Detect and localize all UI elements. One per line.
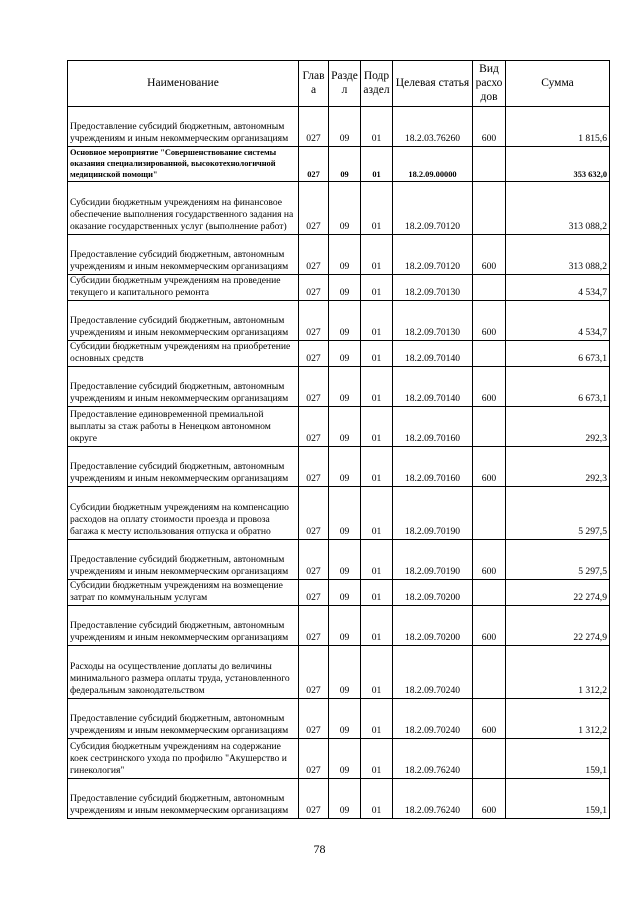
row-name: Расходы на осуществление доплаты до величины минимального размера оплаты труда, установленного федеральным законодательством (68, 646, 299, 699)
row-subsection: 01 (361, 301, 393, 341)
row-name: Основное мероприятие "Совершенствование системы оказания специализированной, высокотехнологичной медицинской помощи" (68, 147, 299, 182)
table-row (68, 301, 610, 341)
table-row (68, 699, 610, 739)
header-chapter: Глав а (299, 61, 329, 107)
row-subsection: 01 (361, 447, 393, 487)
row-name: Предоставление субсидий бюджетным, автономным учреждениям и иным некоммерческим организациям (68, 540, 299, 580)
row-target-article: 18.2.09.70140 (393, 341, 473, 367)
row-section: 09 (329, 341, 361, 367)
row-subsection: 01 (361, 779, 393, 819)
row-name: Предоставление единовременной премиальной выплаты за стаж работы в Ненецком автономном округе (68, 407, 299, 447)
row-section: 09 (329, 739, 361, 779)
row-subsection: 01 (361, 182, 393, 235)
row-chapter: 027 (299, 182, 329, 235)
row-target-article: 18.2.09.70240 (393, 699, 473, 739)
row-section: 09 (329, 407, 361, 447)
row-expense-type: 600 (473, 235, 506, 275)
row-name: Субсидии бюджетным учреждениям на компенсацию расходов на оплату стоимости проезда и провоза багажа к месту использования отпуска и обратно (68, 487, 299, 540)
row-sum: 159,1 (506, 739, 610, 779)
row-section: 09 (329, 107, 361, 147)
row-sum: 313 088,2 (506, 182, 610, 235)
row-sum: 159,1 (506, 779, 610, 819)
row-chapter: 027 (299, 606, 329, 646)
row-chapter: 027 (299, 487, 329, 540)
row-target-article: 18.2.09.76240 (393, 739, 473, 779)
row-sum: 5 297,5 (506, 487, 610, 540)
row-subsection: 01 (361, 580, 393, 606)
row-expense-type (473, 341, 506, 367)
row-expense-type: 600 (473, 699, 506, 739)
row-name: Предоставление субсидий бюджетным, автономным учреждениям и иным некоммерческим организациям (68, 779, 299, 819)
row-chapter: 027 (299, 699, 329, 739)
header-target-article: Целевая статья (393, 61, 473, 107)
row-section: 09 (329, 779, 361, 819)
row-target-article: 18.2.09.70200 (393, 606, 473, 646)
row-target-article: 18.2.09.70160 (393, 407, 473, 447)
row-target-article: 18.2.09.70120 (393, 235, 473, 275)
row-section: 09 (329, 182, 361, 235)
row-subsection: 01 (361, 646, 393, 699)
header-section: Разде л (329, 61, 361, 107)
row-sum: 6 673,1 (506, 367, 610, 407)
row-expense-type: 600 (473, 779, 506, 819)
row-expense-type: 600 (473, 367, 506, 407)
row-target-article: 18.2.09.70120 (393, 182, 473, 235)
header-name: Наименование (68, 61, 299, 107)
row-section: 09 (329, 606, 361, 646)
row-expense-type (473, 580, 506, 606)
row-subsection: 01 (361, 739, 393, 779)
row-expense-type (473, 487, 506, 540)
row-target-article: 18.2.09.70160 (393, 447, 473, 487)
row-chapter: 027 (299, 275, 329, 301)
row-subsection: 01 (361, 606, 393, 646)
row-subsection: 01 (361, 275, 393, 301)
row-section: 09 (329, 540, 361, 580)
table-row (68, 275, 610, 301)
row-target-article: 18.2.09.70190 (393, 540, 473, 580)
row-sum: 5 297,5 (506, 540, 610, 580)
row-chapter: 027 (299, 447, 329, 487)
budget-table (67, 60, 610, 819)
row-section: 09 (329, 235, 361, 275)
table-row (68, 646, 610, 699)
row-expense-type (473, 275, 506, 301)
table-row (68, 407, 610, 447)
row-subsection: 01 (361, 367, 393, 407)
row-section: 09 (329, 487, 361, 540)
row-chapter: 027 (299, 407, 329, 447)
row-name: Предоставление субсидий бюджетным, автономным учреждениям и иным некоммерческим организациям (68, 367, 299, 407)
row-subsection: 01 (361, 540, 393, 580)
row-sum: 292,3 (506, 447, 610, 487)
row-sum: 1 815,6 (506, 107, 610, 147)
row-sum: 4 534,7 (506, 275, 610, 301)
row-section: 09 (329, 699, 361, 739)
row-name: Субсидии бюджетным учреждениям на приобретение основных средств (68, 341, 299, 367)
row-section: 09 (329, 275, 361, 301)
row-name: Субсидии бюджетным учреждениям на финансовое обеспечение выполнения государственного задания на оказание государственных услуг (выполнение работ) (68, 182, 299, 235)
row-sum: 22 274,9 (506, 606, 610, 646)
row-chapter: 027 (299, 646, 329, 699)
row-sum: 292,3 (506, 407, 610, 447)
row-name: Предоставление субсидий бюджетным, автономным учреждениям и иным некоммерческим организациям (68, 301, 299, 341)
row-subsection: 01 (361, 235, 393, 275)
row-subsection: 01 (361, 147, 393, 182)
row-target-article: 18.2.09.70130 (393, 275, 473, 301)
row-chapter: 027 (299, 235, 329, 275)
table-row (68, 580, 610, 606)
row-name: Предоставление субсидий бюджетным, автономным учреждениям и иным некоммерческим организациям (68, 699, 299, 739)
row-expense-type: 600 (473, 107, 506, 147)
row-name: Предоставление субсидий бюджетным, автономным учреждениям и иным некоммерческим организациям (68, 606, 299, 646)
row-target-article: 18.2.09.70240 (393, 646, 473, 699)
row-section: 09 (329, 367, 361, 407)
row-chapter: 027 (299, 367, 329, 407)
row-section: 09 (329, 301, 361, 341)
row-chapter: 027 (299, 301, 329, 341)
row-section: 09 (329, 447, 361, 487)
row-chapter: 027 (299, 739, 329, 779)
header-sum: Сумма (506, 61, 610, 107)
row-expense-type (473, 182, 506, 235)
table-header-row (68, 61, 610, 107)
row-name: Предоставление субсидий бюджетным, автономным учреждениям и иным некоммерческим организациям (68, 447, 299, 487)
row-subsection: 01 (361, 341, 393, 367)
table-row (68, 739, 610, 779)
table-row (68, 235, 610, 275)
row-expense-type (473, 646, 506, 699)
row-target-article: 18.2.09.00000 (393, 147, 473, 182)
row-subsection: 01 (361, 407, 393, 447)
row-sum: 313 088,2 (506, 235, 610, 275)
row-subsection: 01 (361, 107, 393, 147)
row-chapter: 027 (299, 147, 329, 182)
row-target-article: 18.2.09.76240 (393, 779, 473, 819)
page-number: 78 (313, 842, 326, 856)
row-section: 09 (329, 147, 361, 182)
row-expense-type: 600 (473, 447, 506, 487)
row-target-article: 18.2.09.70130 (393, 301, 473, 341)
row-name: Предоставление субсидий бюджетным, автономным учреждениям и иным некоммерческим организациям (68, 235, 299, 275)
row-subsection: 01 (361, 487, 393, 540)
row-section: 09 (329, 646, 361, 699)
row-chapter: 027 (299, 341, 329, 367)
row-sum: 1 312,2 (506, 699, 610, 739)
table-row (68, 147, 610, 182)
row-target-article: 18.2.09.70140 (393, 367, 473, 407)
table-row (68, 182, 610, 235)
row-name: Субсидии бюджетным учреждениям на возмещение затрат по коммунальным услугам (68, 580, 299, 606)
row-sum: 6 673,1 (506, 341, 610, 367)
header-subsection: Подр аздел (361, 61, 393, 107)
row-sum: 1 312,2 (506, 646, 610, 699)
row-chapter: 027 (299, 779, 329, 819)
row-expense-type (473, 147, 506, 182)
table-row (68, 779, 610, 819)
row-section: 09 (329, 580, 361, 606)
table-row (68, 447, 610, 487)
row-target-article: 18.2.03.76260 (393, 107, 473, 147)
table-body (68, 107, 610, 819)
row-chapter: 027 (299, 107, 329, 147)
row-expense-type (473, 739, 506, 779)
table-row (68, 540, 610, 580)
table-row (68, 606, 610, 646)
row-name: Субсидия бюджетным учреждениям на содержание коек сестринского ухода по профилю "Акушерство и гинекология" (68, 739, 299, 779)
row-sum: 4 534,7 (506, 301, 610, 341)
row-chapter: 027 (299, 540, 329, 580)
row-chapter: 027 (299, 580, 329, 606)
row-target-article: 18.2.09.70190 (393, 487, 473, 540)
row-expense-type (473, 407, 506, 447)
row-subsection: 01 (361, 699, 393, 739)
table-row (68, 107, 610, 147)
header-expense-type: Вид расхо дов (473, 61, 506, 107)
row-sum: 22 274,9 (506, 580, 610, 606)
row-expense-type: 600 (473, 540, 506, 580)
row-sum: 353 632,0 (506, 147, 610, 182)
table-row (68, 367, 610, 407)
table-row (68, 341, 610, 367)
table-row (68, 487, 610, 540)
row-expense-type: 600 (473, 301, 506, 341)
row-name: Предоставление субсидий бюджетным, автономным учреждениям и иным некоммерческим организациям (68, 107, 299, 147)
row-expense-type: 600 (473, 606, 506, 646)
row-name: Субсидии бюджетным учреждениям на проведение текущего и капитального ремонта (68, 275, 299, 301)
row-target-article: 18.2.09.70200 (393, 580, 473, 606)
